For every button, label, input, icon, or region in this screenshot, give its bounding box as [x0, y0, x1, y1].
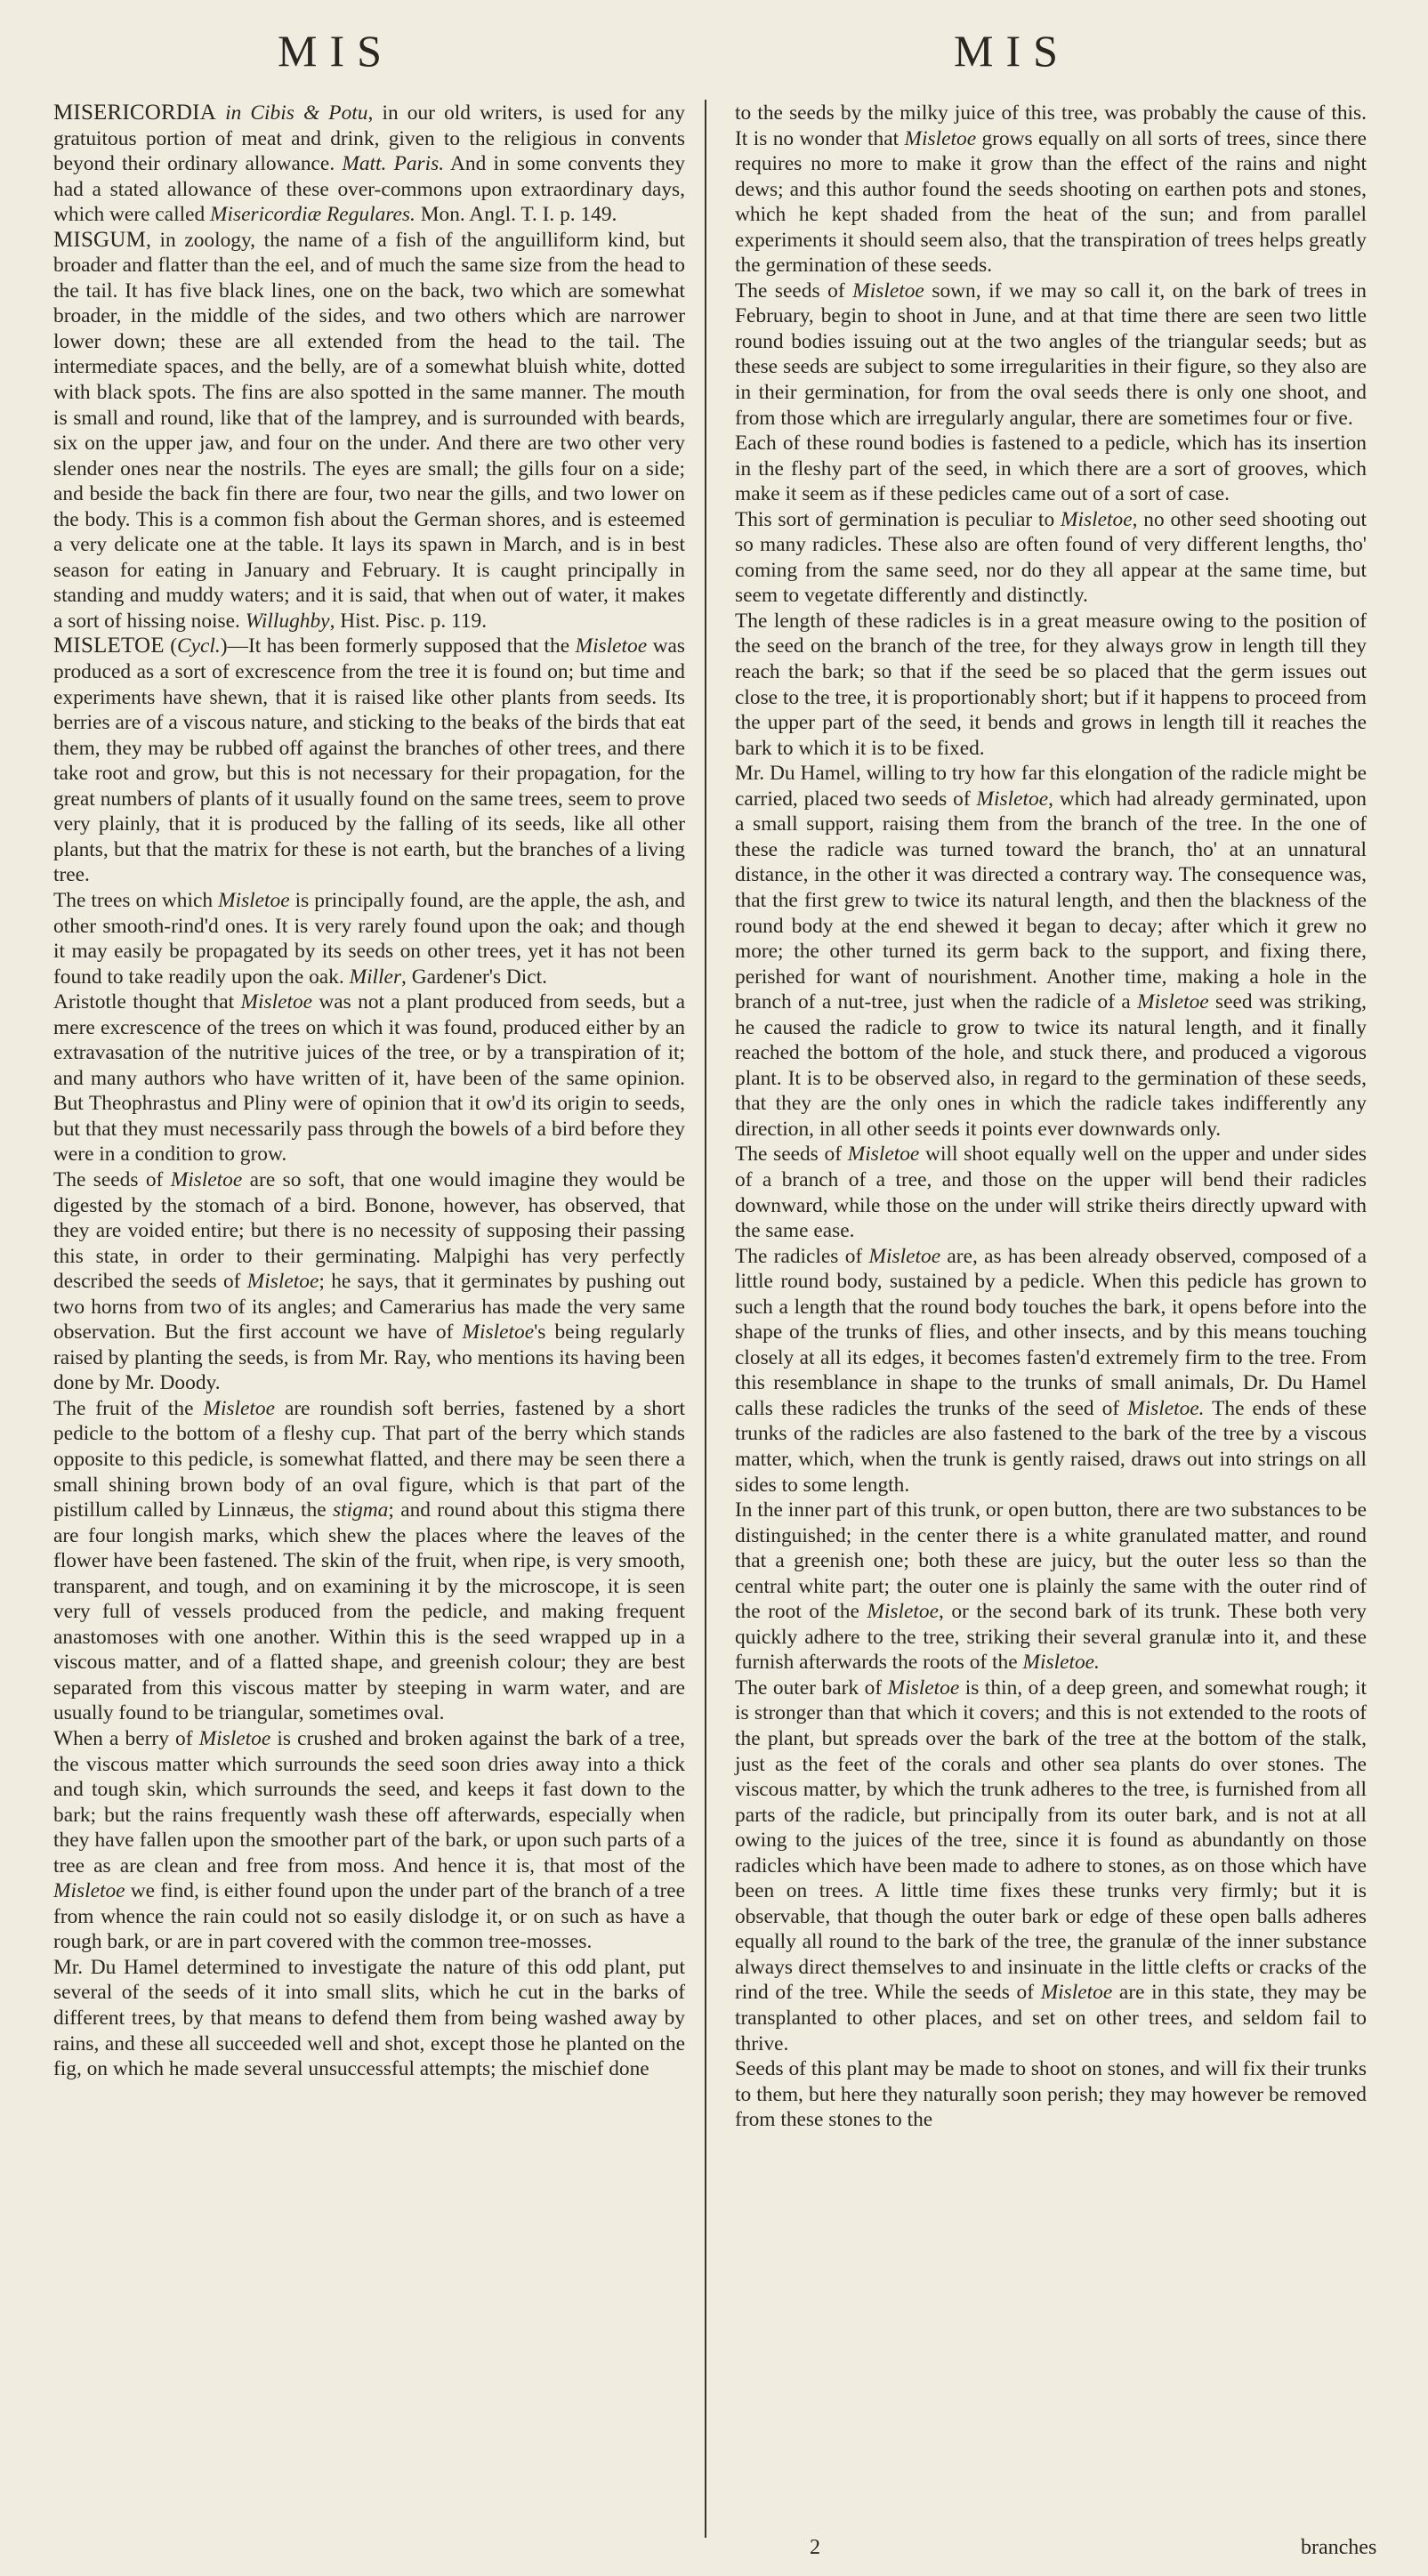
paragraph: The seeds of Misletoe will shoot equally well on the upper and under sides of a branch of a tree, and those on the upper will bend their radicles downward, while those on the under will strike theirs directly upward with the same ease. — [735, 1143, 1367, 1243]
paragraph: The seeds of Misletoe sown, if we may so call it, on the bark of trees in February, begin to shoot in June, and at that time there are seen two little round bodies issuing out at the two angles of the triangular seeds; but as these seeds are subject to some irregularities in their figure, so they also are in their germination, for from the oval seeds there is only one shoot, and from those which are irregularly angular, there are sometimes four or five. — [735, 279, 1367, 430]
paragraph: MISLETOE (Cycl.)—It has been formerly supposed that the Misletoe was produced as a sort of excrescence from the tree it is found on; but time and experiments have shewn, that it is raised like other plants from seeds. Its berries are of a viscous nature, and sticking to the beaks of the birds that eat them, they may be rubbed off against the branches of other trees, and there take root and grow, but this is not necessary for their propagation, for the great numbers of plants of it usually found on the same trees, seem to prove very plainly, that it is produced by the falling of its seeds, like all other plants, but that the matrix for these is not earth, but the branches of a living tree. — [53, 634, 685, 887]
paragraph: The length of these radicles is in a great measure owing to the position of the seed on the branch of the tree, for they always grow in length till they reach the bark; so that if the seed be so placed that the germ issues out close to the tree, it is proportionably short; but if it happens to proceed from the upper part of the seed, it bends and grows in length till it reaches the bark to which it is to be fixed. — [735, 609, 1367, 760]
paragraph: In the inner part of this trunk, or open button, there are two substances to be distinguished; in the center there is a white granulated matter, and round that a greenish one; both these are juicy, but the outer less so than the central white part; the outer one is plainly the same with the outer rind of the root of the Misletoe, or the second bark of its trunk. These both very quickly adhere to the tree, striking their several granulæ into it, and these furnish afterwards the roots of the Misletoe. — [735, 1498, 1367, 1675]
left-column — [53, 101, 685, 2082]
paragraph: This sort of germination is peculiar to Misletoe, no other seed shooting out so many radicles. These also are often found of very different lengths, tho' coming from the same seed, nor do they all appear at the same time, but seem to vegetate differently and distinctly. — [735, 507, 1367, 608]
paragraph: Aristotle thought that Misletoe was not a plant produced from seeds, but a mere excrescence of the trees on which it was found, produced either by an extravasation of the nutritive juices of the tree, or by a transpiration of it; and many authors who have written of it, have been of the same opinion. But Theophrastus and Pliny were of opinion that it ow'd its origin to seeds, but that they must necessarily pass through the bowels of a bird before they were in a condition to grow. — [53, 990, 686, 1167]
paragraph: The fruit of the Misletoe are roundish soft berries, fastened by a short pedicle to the bottom of a fleshy cup. That part of the berry which stands opposite to this pedicle, is somewhat flatted, and there may be seen there a small shining brown body of an oval figure, which is that part of the pistillum called by Linnæus, the stigma; and round about this stigma there are four longish marks, which shew the places where the leaves of the flower have been fastened. The skin of the fruit, when ripe, is very smooth, transparent, and tough, and on examining it by the microscope, it is seen very full of vessels produced from the pedicle, and making frequent anastomoses with one another. Within this is the seed wrapped up in a viscous matter, and of a flatted shape, and greenish colour; they are best separated from this viscous matter by steeping in warm water, and are usually found to be triangular, sometimes oval. — [53, 1396, 686, 1725]
page-number: 2 — [810, 2536, 820, 2559]
right-column — [735, 101, 1367, 2133]
paragraph: The outer bark of Misletoe is thin, of a deep green, and somewhat rough; it is stronger than that which it covers; and this is not extended to the roots of the plant, but spreads over the bark of the tree at the bottom of the stalk, just as the feet of the corals and other sea plants do over stones. The viscous matter, by which the trunk adheres to the tree, is furnished from all parts of the radicle, but principally from its outer bark, and is not at all owing to the juices of the tree, since it is found as abundantly on those radicles which have been made to adhere to stones, as on those which have been on trees. A little time fixes these trunks very firmly; but it is observable, that though the outer bark or edge of these open balls adheres equally all round to the bark of the tree, the granulæ of the inner substance always direct themselves to and insinuate in the little clefts or cracks of the rind of the tree. While the seeds of Misletoe are in this state, they may be transplanted to other places, and set on other trees, and seldom fail to thrive. — [735, 1676, 1367, 2055]
paragraph: Each of these round bodies is fastened to a pedicle, which has its insertion in the fleshy part of the seed, in which there are a sort of grooves, which make it seem as if these pedicles came out of a sort of case. — [735, 432, 1367, 506]
paragraph: MISGUM, in zoology, the name of a fish of the anguilliform kind, but broader and flatter than the eel, and of much the same size from the head to the tail. It has five black lines, one on the back, two which are somewhat broader, in the middle of the sides, and two others which are narrower lower down; these are all extended from the head to the tail. The intermediate spaces, and the belly, are of a somewhat bluish white, dotted with black spots. The fins are also spotted in the same manner. The mouth is small and round, like that of the lamprey, and is surrounded with beards, six on the upper jaw, and four on the under. And there are two other very slender ones near the nostrils. The eyes are small; the gills four on a side; and beside the back fin there are four, two near the gills, and two lower on the body. This is a common fish about the German shores, and is esteemed a very delicate one at the table. It lays its spawn in March, and is in best season for eating in January and February. It is caught principally in standing and muddy waters; and it is said, that when out of water, it makes a sort of hissing noise. Willughby, Hist. Pisc. p. 119. — [53, 227, 685, 633]
paragraph: Seeds of this plant may be made to shoot on stones, and will fix their trunks to them, but here they naturally soon perish; they may however be removed from these stones to the — [735, 2057, 1367, 2132]
paragraph: MISERICORDIA in Cibis & Potu, in our old writers, is used for any gratuitous portion of meat and drink, given to the religious in convents beyond their ordinary allowance. Matt. Paris. And in some convents they had a stated allowance of these over-commons upon extraordinary days, which were called Misericordiæ Regulares. Mon. Angl. T. I. p. 149. — [53, 101, 685, 227]
paragraph: Mr. Du Hamel, willing to try how far this elongation of the radicle might be carried, placed two seeds of Misletoe, which had already germinated, upon a small support, raising them from the branch of the tree. In the one of these the radicle was turned toward the branch, tho' at an unnatural distance, in the other it was directed a contrary way. The consequence was, that the first grew to twice its natural length, and then the blackness of the round body at the end shewed it began to decay; after which it grew no more; the other turned its germ back to the support, and fixing there, perished for want of nourishment. Another time, making a hole in the branch of a nut-tree, just when the radicle of a Misletoe seed was striking, he caused the radicle to grow to twice its natural length, and it finally reached the bottom of the hole, and stuck there, and produced a vigorous plant. It is to be observed also, in regard to the germination of these seeds, that they are the only ones in which the radicle takes indifferently any direction, in all other seeds it points ever downwards only. — [735, 762, 1367, 1141]
paragraph: The radicles of Misletoe are, as has been already observed, composed of a little round body, sustained by a pedicle. When this pedicle has grown to such a length that the round body touches the bark, it opens before into the shape of the trunks of flies, and other insects, and by this means touching closely at all its edges, it becomes fasten'd extremely firm to the tree. From this resemblance in shape to the trunks of small animals, Dr. Du Hamel calls these radicles the trunks of the seed of Misletoe. The ends of these trunks of the radicles are also fastened to the bark of the tree by a viscous matter, which, when the trunk is gently raised, draws out into strings on all sides to some length. — [735, 1244, 1367, 1497]
paragraph: When a berry of Misletoe is crushed and broken against the bark of a tree, the viscous matter which surrounds the seed soon dries away into a thick and tough skin, which surrounds the seed, and keeps it fast down to the bark; but the rains frequently wash these off afterwards, especially when they have fallen upon the smoother part of the bark, or upon such parts of a tree as are clean and free from moss. And hence it is, that most of the Misletoe we find, is either found upon the under part of the branch of a tree from whence the rain could not so easily dislodge it, or on such as have a rough bark, or are in part covered with the common tree-mosses. — [53, 1727, 685, 1954]
paragraph: The trees on which Misletoe is principally found, are the apple, the ash, and other smooth-rind'd ones. It is very rarely found upon the oak; and though it may easily be propagated by its seeds on other trees, yet it has not been found to take readily upon the oak. Miller, Gardener's Dict. — [53, 888, 686, 989]
catchword: branches — [1301, 2536, 1377, 2559]
paragraph: to the seeds by the milky juice of this tree, was probably the cause of this. It is no wonder that Misletoe grows equally on all sorts of trees, since there requires no more to make it grow than the effect of the rains and night dews; and this author found the seeds shooting on earthen pots and stones, which he kept shaded from the heat of the sun; and from parallel experiments it should seem also, that the transpiration of trees helps greatly the germination of these seeds. — [735, 101, 1367, 278]
paragraph: The seeds of Misletoe are so soft, that one would imagine they would be digested by the stomach of a bird. Bonone, however, has observed, that they are voided entire; but there is no necessity of supposing their passing this state, in order to their germinating. Malpighi has very perfectly described the seeds of Misletoe; he says, that it germinates by pushing out two horns from two of its angles; and Camerarius has made the very same observation. But the first account we have of Misletoe's being regularly raised by planting the seeds, is from Mr. Ray, who mentions its having been done by Mr. Doody. — [53, 1167, 686, 1395]
running-head-right: MIS — [954, 26, 1070, 76]
column-rule — [705, 100, 706, 2538]
paragraph: Mr. Du Hamel determined to investigate the nature of this odd plant, put several of the seeds of it into small slits, which he cut in the barks of different trees, by that means to defend them from being washed away by rains, and these all succeeded well and shot, except those he planted on the fig, on which he made several unsuccessful attempts; the mischief done — [53, 1955, 685, 2081]
running-head-left: MIS — [278, 26, 394, 76]
